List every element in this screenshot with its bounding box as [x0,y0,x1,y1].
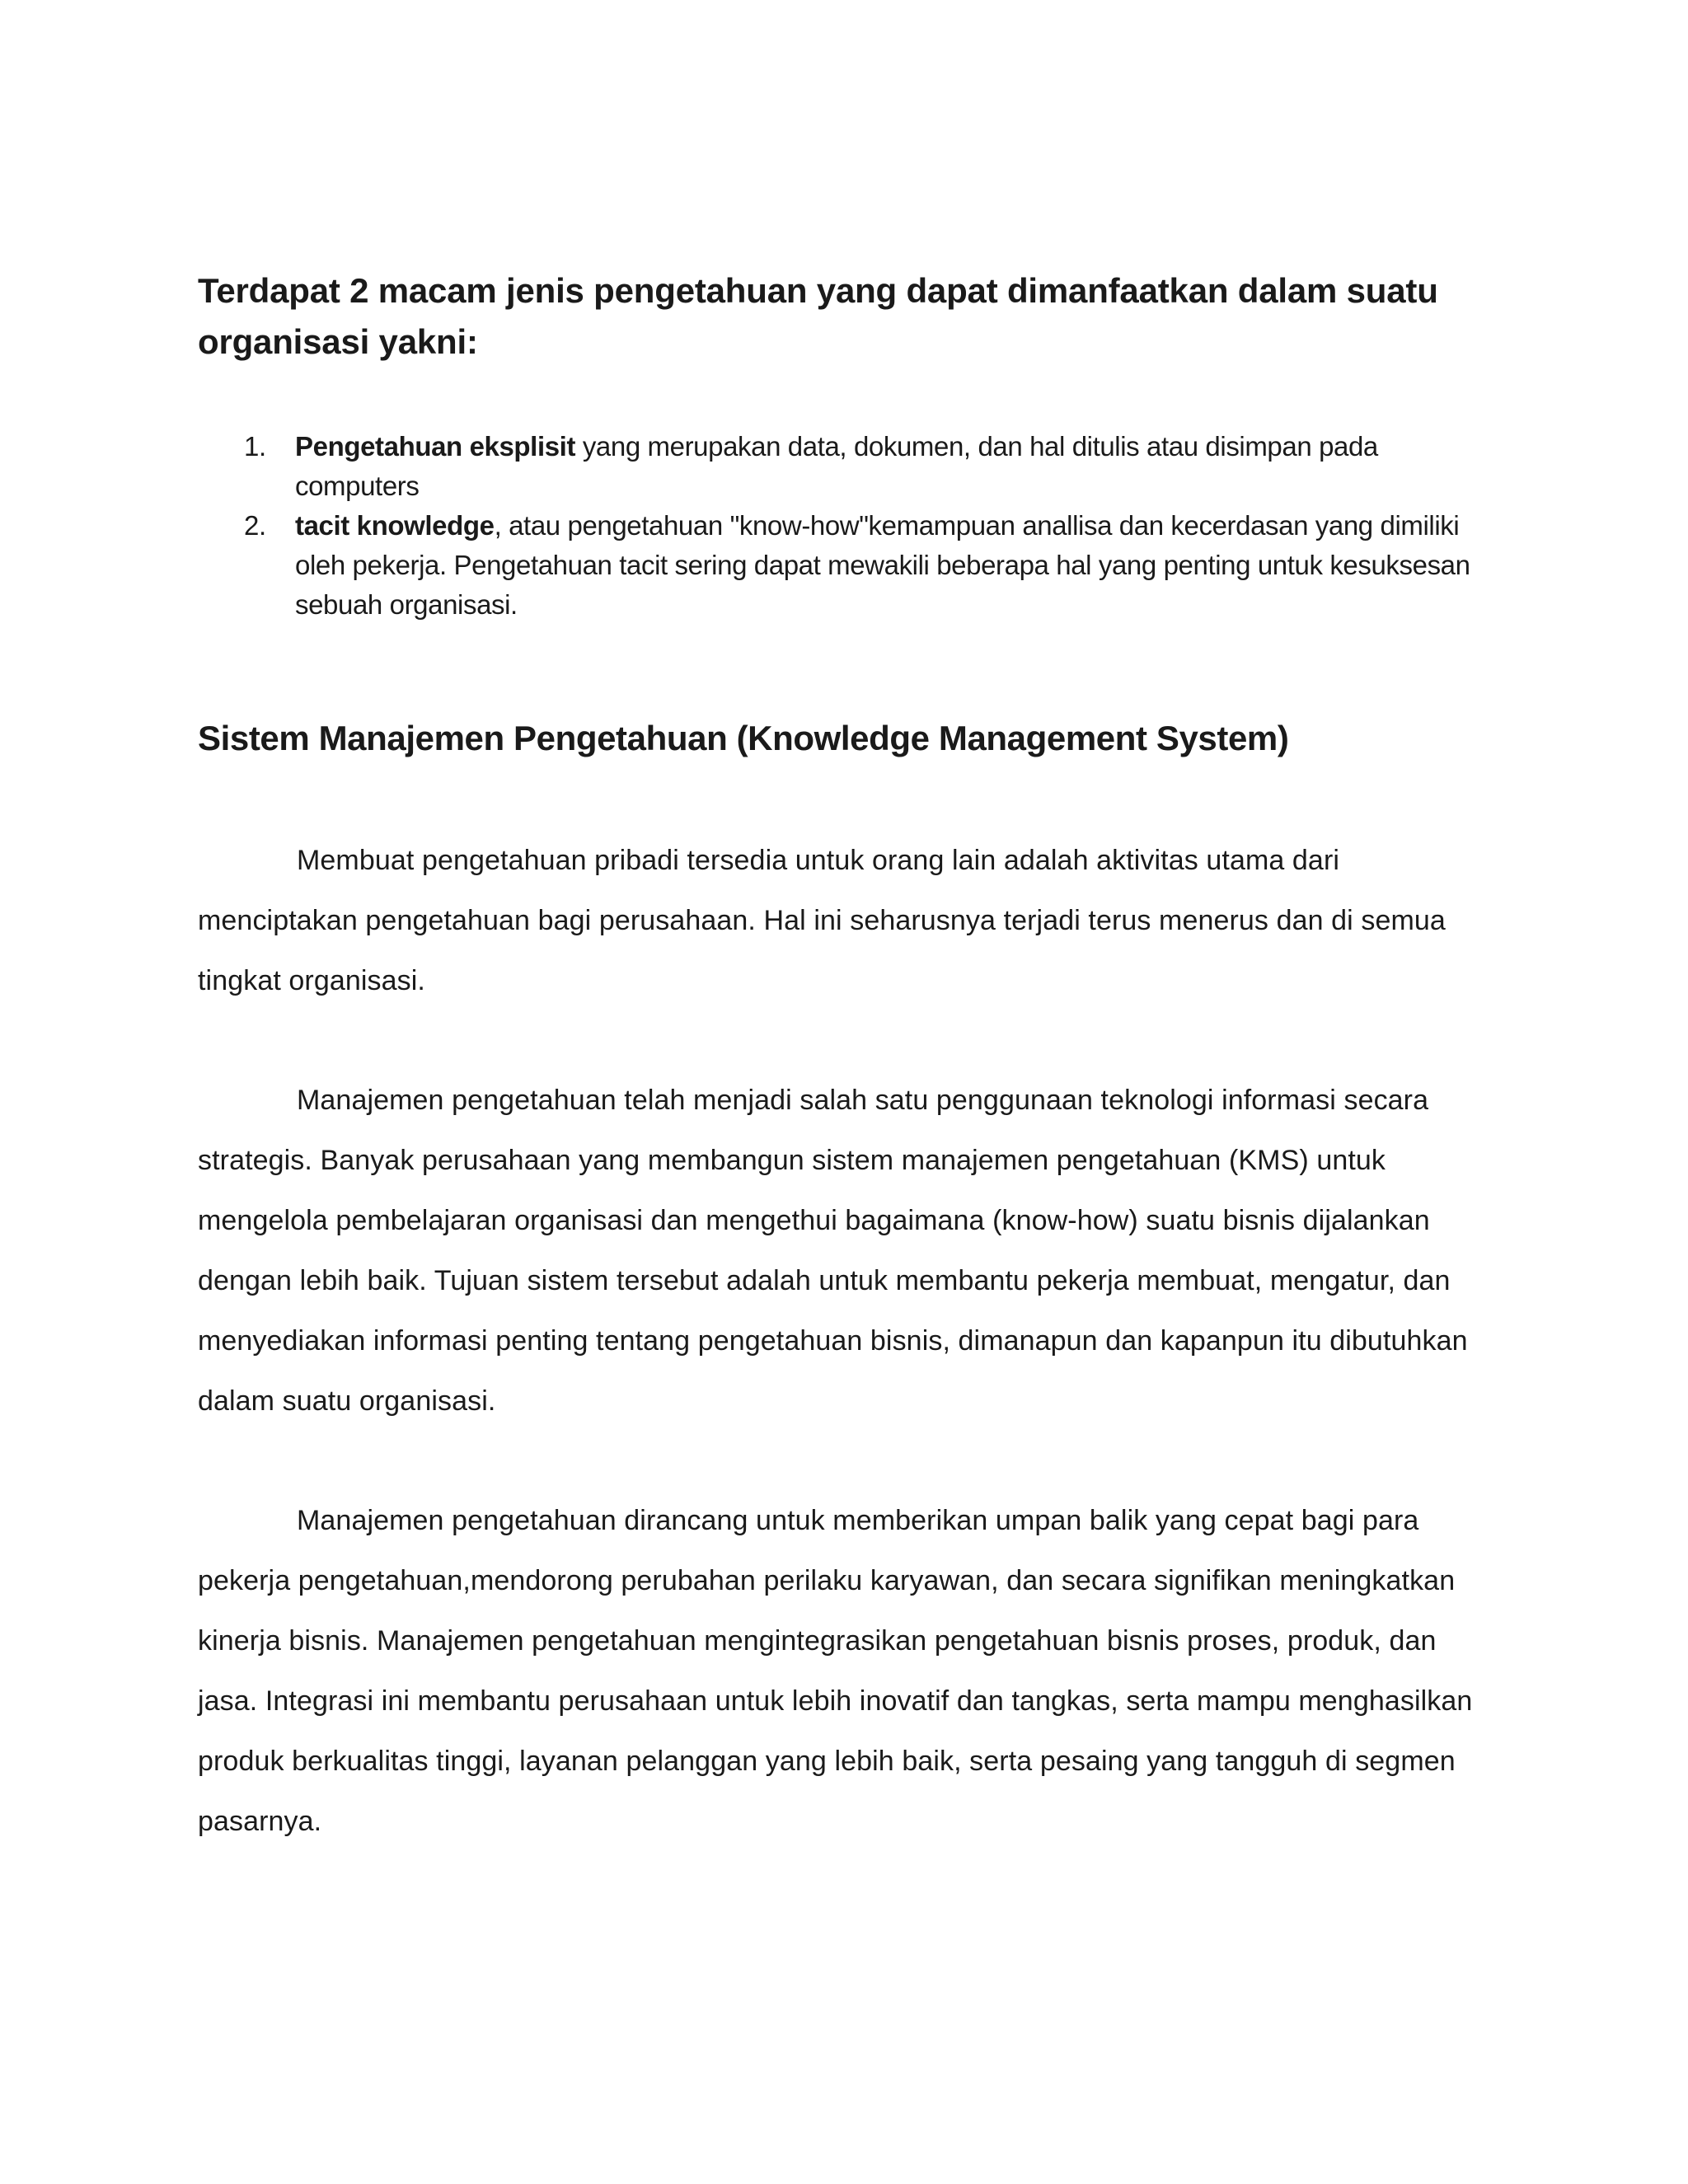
list-item-number: 1. [244,431,266,462]
list-item-text: , atau pengetahuan "know-how"kemampuan anallisa dan kecerdasan yang dimiliki oleh pekerja. Pengetahuan tacit sering dapat mewakili beberapa hal yang penting untuk kesuksesan sebuah organisasi. [295,510,1470,620]
list-item-term: Pengetahuan eksplisit [295,431,576,462]
list-item-number: 2. [244,510,266,541]
list-item-term: tacit knowledge [295,510,495,541]
paragraph: Manajemen pengetahuan dirancang untuk memberikan umpan balik yang cepat bagi para pekerja pengetahuan,mendorong perubahan perilaku karyawan, dan secara signifikan meningkatkan kinerja bisnis. Manajemen pengetahuan mengintegrasikan pengetahuan bisnis proses, produk, dan jasa. Integrasi ini membantu perusahaan untuk lebih inovatif dan tangkas, serta mampu menghasilkan produk berkualitas tinggi, layanan pelanggan yang lebih baik, serta pesaing yang tangguh di segmen pasarnya. [198,1505,1473,1837]
list-item-text: yang merupakan data, dokumen, dan hal ditulis atau disimpan pada computers [295,431,1378,501]
knowledge-types-list [198,427,1484,625]
document-body [198,265,1484,1852]
list-item [198,506,1484,625]
heading-knowledge-types: Terdapat 2 macam jenis pengetahuan yang dapat dimanfaatkan dalam suatu organisasi yakni: [198,271,1438,361]
heading-kms: Sistem Manajemen Pengetahuan (Knowledge Management System) [198,719,1289,757]
paragraph: Manajemen pengetahuan telah menjadi salah satu penggunaan teknologi informasi secara strategis. Banyak perusahaan yang membangun sistem manajemen pengetahuan (KMS) untuk mengelola pembelajaran organisasi dan mengethui bagaimana (know-how) suatu bisnis dijalankan dengan lebih baik. Tujuan sistem tersebut adalah untuk membantu pekerja membuat, mengatur, dan menyediakan informasi penting tentang pengetahuan bisnis, dimanapun dan kapanpun itu dibutuhkan dalam suatu organisasi. [198,1085,1468,1417]
paragraph: Membuat pengetahuan pribadi tersedia untuk orang lain adalah aktivitas utama dari menciptakan pengetahuan bagi perusahaan. Hal ini seharusnya terjadi terus menerus dan di semua tingkat organisasi. [198,845,1446,996]
list-item [198,427,1484,506]
